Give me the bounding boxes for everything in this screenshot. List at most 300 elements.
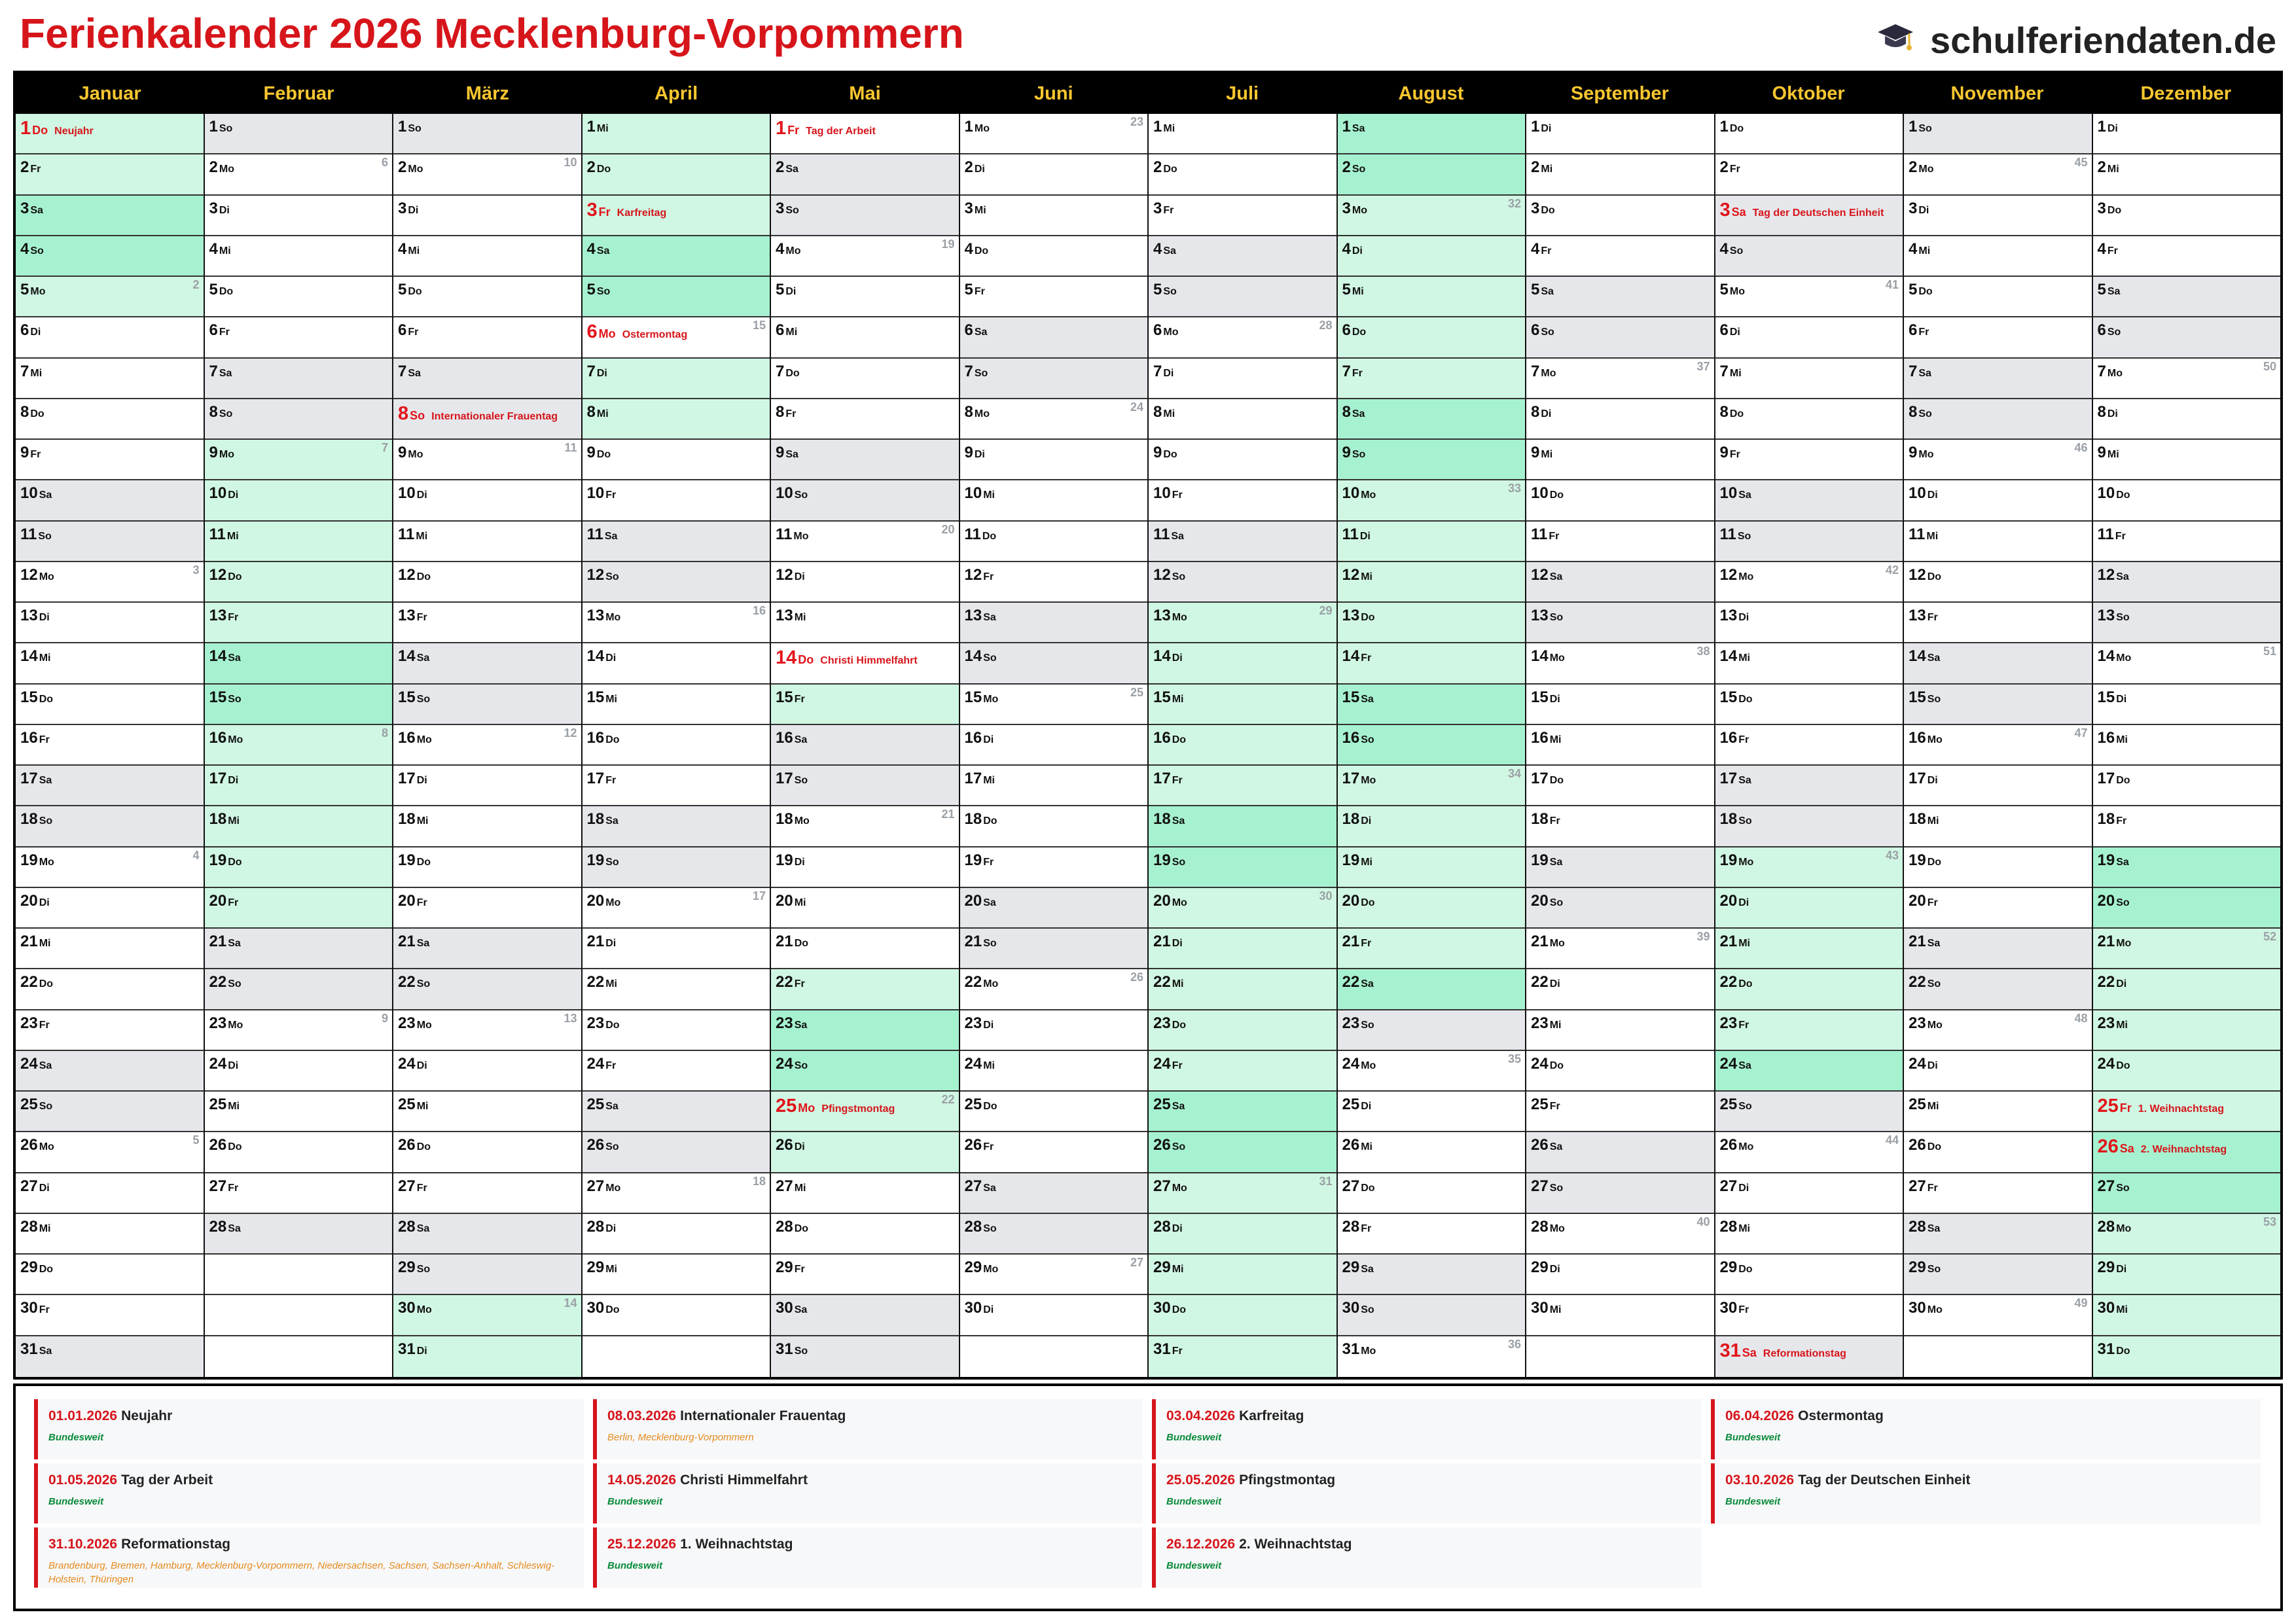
day-cell[interactable] — [1149, 725, 1336, 766]
day-cell[interactable] — [1149, 236, 1336, 277]
day-cell[interactable] — [583, 969, 770, 1010]
day-cell[interactable] — [393, 1132, 581, 1173]
day-cell[interactable] — [960, 1173, 1148, 1214]
day-cell[interactable] — [583, 1051, 770, 1092]
day-cell[interactable] — [583, 725, 770, 766]
day-cell[interactable] — [16, 1132, 204, 1173]
day-cell[interactable] — [1338, 643, 1526, 684]
day-cell[interactable] — [205, 562, 393, 603]
day-cell[interactable] — [1338, 1173, 1526, 1214]
day-cell[interactable] — [1904, 603, 2092, 643]
day-cell[interactable] — [205, 603, 393, 643]
day-cell[interactable] — [205, 1051, 393, 1092]
day-cell[interactable] — [583, 522, 770, 562]
day-cell[interactable] — [2093, 725, 2281, 766]
day-cell[interactable] — [1338, 562, 1526, 603]
day-cell[interactable] — [16, 522, 204, 562]
day-cell[interactable] — [1715, 562, 1903, 603]
day-cell[interactable] — [1338, 317, 1526, 358]
day-cell[interactable] — [960, 1010, 1148, 1051]
day-cell[interactable] — [1526, 1255, 1714, 1295]
day-cell[interactable] — [1904, 643, 2092, 684]
day-cell[interactable] — [1715, 154, 1903, 195]
day-cell[interactable] — [583, 603, 770, 643]
day-cell[interactable] — [1904, 114, 2092, 154]
day-cell[interactable] — [205, 1173, 393, 1214]
day-cell[interactable] — [1338, 522, 1526, 562]
day-cell[interactable] — [205, 766, 393, 806]
day-cell[interactable] — [771, 1132, 959, 1173]
day-cell[interactable] — [583, 888, 770, 929]
day-cell[interactable] — [205, 1132, 393, 1173]
day-cell[interactable] — [960, 1255, 1148, 1295]
day-cell[interactable] — [16, 480, 204, 521]
day-cell[interactable] — [1715, 1092, 1903, 1132]
day-cell[interactable] — [205, 1092, 393, 1132]
day-cell[interactable] — [2093, 1092, 2281, 1132]
day-cell[interactable] — [1338, 359, 1526, 399]
day-cell[interactable] — [393, 522, 581, 562]
day-cell[interactable] — [393, 196, 581, 236]
day-cell[interactable] — [1904, 196, 2092, 236]
day-cell[interactable] — [960, 888, 1148, 929]
day-cell[interactable] — [1526, 236, 1714, 277]
day-cell[interactable] — [1526, 1132, 1714, 1173]
day-cell[interactable] — [205, 1214, 393, 1255]
day-cell[interactable] — [1149, 359, 1336, 399]
day-cell[interactable] — [1526, 522, 1714, 562]
day-cell[interactable] — [1715, 685, 1903, 725]
day-cell[interactable] — [583, 277, 770, 317]
day-cell[interactable] — [1526, 806, 1714, 847]
day-cell[interactable] — [960, 480, 1148, 521]
day-cell[interactable] — [1526, 685, 1714, 725]
day-cell[interactable] — [393, 277, 581, 317]
day-cell[interactable] — [1338, 114, 1526, 154]
day-cell[interactable] — [1904, 562, 2092, 603]
day-cell[interactable] — [393, 114, 581, 154]
day-cell[interactable] — [1338, 399, 1526, 440]
day-cell[interactable] — [393, 562, 581, 603]
day-cell[interactable] — [1526, 277, 1714, 317]
day-cell[interactable] — [1149, 1214, 1336, 1255]
day-cell[interactable] — [2093, 806, 2281, 847]
day-cell[interactable] — [960, 236, 1148, 277]
day-cell[interactable] — [2093, 1051, 2281, 1092]
day-cell[interactable] — [393, 806, 581, 847]
day-cell[interactable] — [16, 114, 204, 154]
day-cell[interactable] — [583, 399, 770, 440]
day-cell[interactable] — [2093, 643, 2281, 684]
day-cell[interactable] — [2093, 766, 2281, 806]
day-cell[interactable] — [16, 847, 204, 888]
day-cell[interactable] — [1338, 1295, 1526, 1336]
day-cell[interactable] — [16, 685, 204, 725]
day-cell[interactable] — [960, 685, 1148, 725]
day-cell[interactable] — [771, 1092, 959, 1132]
day-cell[interactable] — [205, 277, 393, 317]
day-cell[interactable] — [583, 236, 770, 277]
day-cell[interactable] — [393, 643, 581, 684]
day-cell[interactable] — [960, 522, 1148, 562]
day-cell[interactable] — [393, 154, 581, 195]
day-cell[interactable] — [771, 154, 959, 195]
day-cell[interactable] — [960, 725, 1148, 766]
day-cell[interactable] — [1149, 196, 1336, 236]
day-cell[interactable] — [771, 685, 959, 725]
day-cell[interactable] — [1526, 766, 1714, 806]
day-cell[interactable] — [16, 317, 204, 358]
day-cell[interactable] — [1149, 154, 1336, 195]
day-cell[interactable] — [1338, 1132, 1526, 1173]
day-cell[interactable] — [1149, 603, 1336, 643]
day-cell[interactable] — [771, 1051, 959, 1092]
day-cell[interactable] — [2093, 1132, 2281, 1173]
day-cell[interactable] — [1149, 480, 1336, 521]
day-cell[interactable] — [583, 929, 770, 969]
day-cell[interactable] — [205, 643, 393, 684]
day-cell[interactable] — [205, 888, 393, 929]
day-cell[interactable] — [1526, 725, 1714, 766]
day-cell[interactable] — [1526, 1295, 1714, 1336]
day-cell[interactable] — [1149, 969, 1336, 1010]
day-cell[interactable] — [583, 440, 770, 480]
day-cell[interactable] — [1715, 1295, 1903, 1336]
day-cell[interactable] — [1526, 643, 1714, 684]
day-cell[interactable] — [2093, 1255, 2281, 1295]
day-cell[interactable] — [583, 1173, 770, 1214]
day-cell[interactable] — [1715, 806, 1903, 847]
day-cell[interactable] — [1526, 114, 1714, 154]
day-cell[interactable] — [1338, 154, 1526, 195]
day-cell[interactable] — [1149, 317, 1336, 358]
day-cell[interactable] — [16, 1173, 204, 1214]
day-cell[interactable] — [205, 969, 393, 1010]
day-cell[interactable] — [16, 725, 204, 766]
day-cell[interactable] — [583, 1010, 770, 1051]
day-cell[interactable] — [771, 725, 959, 766]
day-cell[interactable] — [16, 154, 204, 195]
day-cell[interactable] — [2093, 277, 2281, 317]
day-cell[interactable] — [2093, 480, 2281, 521]
day-cell[interactable] — [1715, 1336, 1903, 1377]
day-cell[interactable] — [960, 196, 1148, 236]
day-cell[interactable] — [583, 847, 770, 888]
day-cell[interactable] — [1715, 603, 1903, 643]
day-cell[interactable] — [393, 1092, 581, 1132]
day-cell[interactable] — [393, 766, 581, 806]
day-cell[interactable] — [1715, 847, 1903, 888]
day-cell[interactable] — [583, 359, 770, 399]
day-cell[interactable] — [1715, 359, 1903, 399]
day-cell[interactable] — [393, 969, 581, 1010]
day-cell[interactable] — [1904, 1173, 2092, 1214]
day-cell[interactable] — [1526, 929, 1714, 969]
day-cell[interactable] — [583, 643, 770, 684]
day-cell[interactable] — [1904, 1295, 2092, 1336]
day-cell[interactable] — [1149, 1173, 1336, 1214]
day-cell[interactable] — [16, 929, 204, 969]
day-cell[interactable] — [1904, 154, 2092, 195]
day-cell[interactable] — [1338, 196, 1526, 236]
day-cell[interactable] — [1338, 929, 1526, 969]
day-cell[interactable] — [1904, 522, 2092, 562]
day-cell[interactable] — [771, 399, 959, 440]
day-cell[interactable] — [2093, 114, 2281, 154]
day-cell[interactable] — [771, 480, 959, 521]
day-cell[interactable] — [16, 643, 204, 684]
day-cell[interactable] — [205, 480, 393, 521]
day-cell[interactable] — [1904, 480, 2092, 521]
day-cell[interactable] — [1338, 1010, 1526, 1051]
day-cell[interactable] — [771, 1255, 959, 1295]
day-cell[interactable] — [1149, 766, 1336, 806]
day-cell[interactable] — [960, 154, 1148, 195]
day-cell[interactable] — [1149, 114, 1336, 154]
day-cell[interactable] — [1904, 317, 2092, 358]
day-cell[interactable] — [1904, 847, 2092, 888]
day-cell[interactable] — [393, 1173, 581, 1214]
day-cell[interactable] — [771, 522, 959, 562]
day-cell[interactable] — [960, 1051, 1148, 1092]
day-cell[interactable] — [960, 1132, 1148, 1173]
day-cell[interactable] — [393, 480, 581, 521]
day-cell[interactable] — [205, 114, 393, 154]
day-cell[interactable] — [1338, 1336, 1526, 1377]
day-cell[interactable] — [1149, 1336, 1336, 1377]
day-cell[interactable] — [1338, 440, 1526, 480]
day-cell[interactable] — [1526, 1214, 1714, 1255]
day-cell[interactable] — [1338, 603, 1526, 643]
day-cell[interactable] — [1526, 969, 1714, 1010]
day-cell[interactable] — [2093, 196, 2281, 236]
day-cell[interactable] — [393, 359, 581, 399]
brand-logo[interactable] — [1876, 17, 2276, 63]
day-cell[interactable] — [1338, 236, 1526, 277]
day-cell[interactable] — [1904, 236, 2092, 277]
day-cell[interactable] — [393, 1010, 581, 1051]
day-cell[interactable] — [1904, 888, 2092, 929]
day-cell[interactable] — [393, 236, 581, 277]
day-cell[interactable] — [205, 806, 393, 847]
day-cell[interactable] — [205, 236, 393, 277]
day-cell[interactable] — [1338, 1255, 1526, 1295]
day-cell[interactable] — [1715, 440, 1903, 480]
day-cell[interactable] — [1715, 1132, 1903, 1173]
day-cell[interactable] — [771, 806, 959, 847]
day-cell[interactable] — [771, 196, 959, 236]
day-cell[interactable] — [16, 1336, 204, 1377]
day-cell[interactable] — [1526, 1092, 1714, 1132]
day-cell[interactable] — [1526, 480, 1714, 521]
day-cell[interactable] — [16, 1295, 204, 1336]
day-cell[interactable] — [2093, 1295, 2281, 1336]
day-cell[interactable] — [16, 440, 204, 480]
day-cell[interactable] — [1715, 114, 1903, 154]
day-cell[interactable] — [393, 1214, 581, 1255]
day-cell[interactable] — [393, 888, 581, 929]
day-cell[interactable] — [1904, 440, 2092, 480]
day-cell[interactable] — [1526, 154, 1714, 195]
day-cell[interactable] — [960, 440, 1148, 480]
day-cell[interactable] — [2093, 440, 2281, 480]
day-cell[interactable] — [1526, 1051, 1714, 1092]
day-cell[interactable] — [1338, 888, 1526, 929]
day-cell[interactable] — [2093, 236, 2281, 277]
day-cell[interactable] — [771, 766, 959, 806]
day-cell[interactable] — [1904, 399, 2092, 440]
day-cell[interactable] — [771, 847, 959, 888]
day-cell[interactable] — [1715, 1173, 1903, 1214]
day-cell[interactable] — [1715, 480, 1903, 521]
day-cell[interactable] — [2093, 1010, 2281, 1051]
day-cell[interactable] — [583, 154, 770, 195]
day-cell[interactable] — [16, 399, 204, 440]
day-cell[interactable] — [771, 929, 959, 969]
day-cell[interactable] — [960, 847, 1148, 888]
day-cell[interactable] — [1149, 522, 1336, 562]
day-cell[interactable] — [1904, 1214, 2092, 1255]
day-cell[interactable] — [1904, 1010, 2092, 1051]
day-cell[interactable] — [16, 196, 204, 236]
day-cell[interactable] — [393, 317, 581, 358]
day-cell[interactable] — [771, 643, 959, 684]
day-cell[interactable] — [960, 399, 1148, 440]
day-cell[interactable] — [1715, 725, 1903, 766]
day-cell[interactable] — [771, 603, 959, 643]
day-cell[interactable] — [1526, 847, 1714, 888]
day-cell[interactable] — [1526, 562, 1714, 603]
day-cell[interactable] — [1526, 317, 1714, 358]
day-cell[interactable] — [1526, 1173, 1714, 1214]
day-cell[interactable] — [2093, 888, 2281, 929]
day-cell[interactable] — [1149, 1051, 1336, 1092]
day-cell[interactable] — [16, 969, 204, 1010]
day-cell[interactable] — [960, 277, 1148, 317]
day-cell[interactable] — [205, 847, 393, 888]
day-cell[interactable] — [16, 1255, 204, 1295]
day-cell[interactable] — [393, 929, 581, 969]
day-cell[interactable] — [1904, 1255, 2092, 1295]
day-cell[interactable] — [2093, 929, 2281, 969]
day-cell[interactable] — [2093, 317, 2281, 358]
day-cell[interactable] — [960, 317, 1148, 358]
day-cell[interactable] — [205, 154, 393, 195]
day-cell[interactable] — [771, 1214, 959, 1255]
day-cell[interactable] — [1904, 725, 2092, 766]
day-cell[interactable] — [960, 114, 1148, 154]
day-cell[interactable] — [1338, 480, 1526, 521]
day-cell[interactable] — [1149, 643, 1336, 684]
day-cell[interactable] — [16, 1010, 204, 1051]
day-cell[interactable] — [2093, 1336, 2281, 1377]
day-cell[interactable] — [583, 114, 770, 154]
day-cell[interactable] — [771, 1336, 959, 1377]
day-cell[interactable] — [1904, 1132, 2092, 1173]
day-cell[interactable] — [1338, 1051, 1526, 1092]
day-cell[interactable] — [1338, 1214, 1526, 1255]
day-cell[interactable] — [960, 562, 1148, 603]
day-cell[interactable] — [205, 725, 393, 766]
day-cell[interactable] — [1149, 1255, 1336, 1295]
day-cell[interactable] — [393, 440, 581, 480]
day-cell[interactable] — [771, 440, 959, 480]
day-cell[interactable] — [583, 480, 770, 521]
day-cell[interactable] — [1149, 1092, 1336, 1132]
day-cell[interactable] — [2093, 685, 2281, 725]
day-cell[interactable] — [1715, 399, 1903, 440]
day-cell[interactable] — [1149, 806, 1336, 847]
day-cell[interactable] — [16, 359, 204, 399]
day-cell[interactable] — [205, 317, 393, 358]
day-cell[interactable] — [2093, 1214, 2281, 1255]
day-cell[interactable] — [1904, 969, 2092, 1010]
day-cell[interactable] — [1526, 359, 1714, 399]
day-cell[interactable] — [393, 1295, 581, 1336]
day-cell[interactable] — [960, 929, 1148, 969]
day-cell[interactable] — [1715, 1010, 1903, 1051]
day-cell[interactable] — [16, 562, 204, 603]
day-cell[interactable] — [583, 1132, 770, 1173]
day-cell[interactable] — [1149, 562, 1336, 603]
day-cell[interactable] — [1338, 806, 1526, 847]
day-cell[interactable] — [1904, 766, 2092, 806]
day-cell[interactable] — [2093, 1173, 2281, 1214]
day-cell[interactable] — [393, 725, 581, 766]
day-cell[interactable] — [2093, 359, 2281, 399]
day-cell[interactable] — [1149, 929, 1336, 969]
day-cell[interactable] — [771, 359, 959, 399]
day-cell[interactable] — [1904, 685, 2092, 725]
day-cell[interactable] — [1149, 685, 1336, 725]
day-cell[interactable] — [1904, 1051, 2092, 1092]
day-cell[interactable] — [1338, 725, 1526, 766]
day-cell[interactable] — [1149, 888, 1336, 929]
day-cell[interactable] — [393, 1255, 581, 1295]
day-cell[interactable] — [771, 277, 959, 317]
day-cell[interactable] — [1715, 522, 1903, 562]
day-cell[interactable] — [583, 196, 770, 236]
day-cell[interactable] — [771, 114, 959, 154]
day-cell[interactable] — [583, 766, 770, 806]
day-cell[interactable] — [1338, 1092, 1526, 1132]
day-cell[interactable] — [771, 969, 959, 1010]
day-cell[interactable] — [583, 1295, 770, 1336]
day-cell[interactable] — [393, 399, 581, 440]
day-cell[interactable] — [1715, 277, 1903, 317]
day-cell[interactable] — [205, 440, 393, 480]
day-cell[interactable] — [1904, 1092, 2092, 1132]
day-cell[interactable] — [205, 196, 393, 236]
day-cell[interactable] — [1338, 766, 1526, 806]
day-cell[interactable] — [16, 277, 204, 317]
day-cell[interactable] — [205, 522, 393, 562]
day-cell[interactable] — [771, 236, 959, 277]
day-cell[interactable] — [1338, 969, 1526, 1010]
day-cell[interactable] — [1526, 888, 1714, 929]
day-cell[interactable] — [960, 766, 1148, 806]
day-cell[interactable] — [16, 888, 204, 929]
day-cell[interactable] — [960, 1295, 1148, 1336]
day-cell[interactable] — [1149, 847, 1336, 888]
day-cell[interactable] — [1715, 236, 1903, 277]
day-cell[interactable] — [1715, 1214, 1903, 1255]
day-cell[interactable] — [1149, 1132, 1336, 1173]
day-cell[interactable] — [16, 236, 204, 277]
day-cell[interactable] — [1904, 929, 2092, 969]
day-cell[interactable] — [1526, 440, 1714, 480]
day-cell[interactable] — [2093, 847, 2281, 888]
